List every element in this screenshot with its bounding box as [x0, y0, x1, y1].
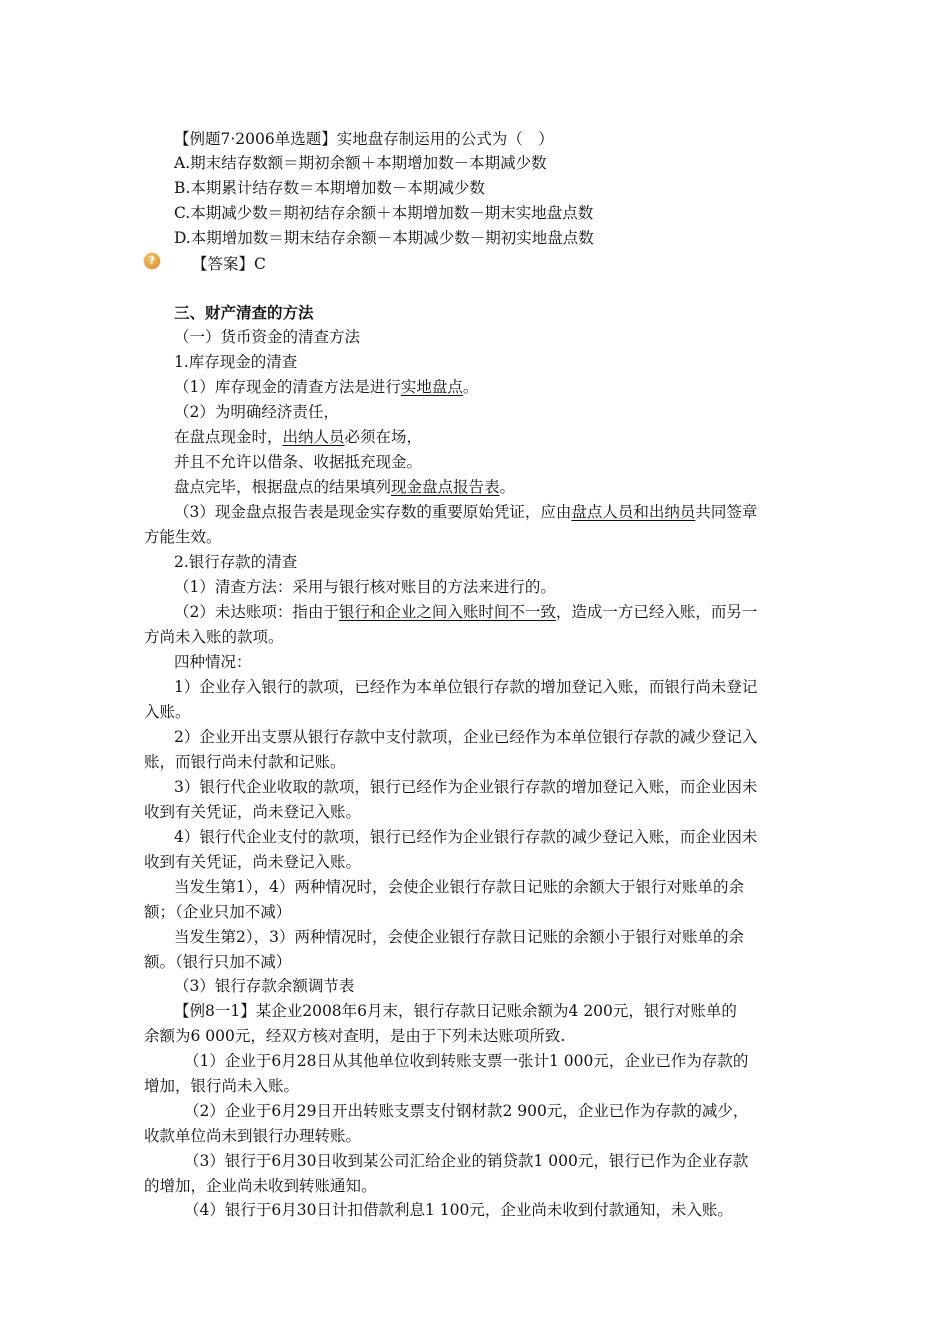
subsection-title: （一）货币资金的清查方法 — [174, 328, 361, 346]
example-item-1-cont: 增加，银行尚未入账。 — [144, 1077, 300, 1095]
case-1: 1）企业存入银行的款项，已经作为本单位银行存款的增加登记入账，而银行尚未登记 — [174, 678, 758, 696]
underlined-term: 现金盘点报告表 — [391, 478, 500, 496]
example-intro: 【例8一1】某企业2008年6月末，银行存款日记账余额为4 200元，银行对账单的 — [174, 1002, 737, 1020]
cash-paragraph-1: （1）库存现金的清查方法是进行实地盘点。 — [174, 378, 479, 396]
case-3: 3）银行代企业收取的款项，银行已经作为企业银行存款的增加登记入账，而企业因未 — [174, 778, 758, 796]
cash-paragraph-6: （3）现金盘点报告表是现金实存数的重要原始凭证，应由盘点人员和出纳员共同签章 — [174, 503, 758, 521]
example-item-2: （2）企业于6月29日开出转账支票支付钢材款2 900元，企业已作为存款的减少， — [184, 1102, 749, 1120]
example-intro-cont: 余额为6 000元，经双方核对查明，是由于下列未达账项所致. — [144, 1027, 566, 1045]
case-3-cont: 收到有关凭证，尚未登记入账。 — [144, 803, 362, 821]
case-4: 4）银行代企业支付的款项，银行已经作为企业银行存款的减少登记入账，而企业因未 — [174, 828, 758, 846]
underlined-term: 盘点人员和出纳员 — [571, 503, 696, 521]
note-2: 当发生第2），3）两种情况时，会使企业银行存款日记账的余额小于银行对账单的余 — [174, 928, 744, 946]
case-1-cont: 入账。 — [144, 703, 191, 721]
bank-title: 2.银行存款的清查 — [174, 553, 298, 571]
option-a: A.期末结存数额＝期初余额＋本期增加数－本期减少数 — [174, 154, 547, 172]
help-icon[interactable]: ? — [144, 253, 160, 269]
underlined-term: 实地盘点 — [400, 378, 463, 396]
example-item-1: （1）企业于6月28日从其他单位收到转账支票一张计1 000元，企业已作为存款的 — [184, 1052, 749, 1070]
bank-paragraph-1: （1）清查方法：采用与银行核对账目的方法来进行的。 — [174, 578, 556, 596]
cash-paragraph-3: 在盘点现金时，出纳人员必须在场， — [174, 428, 423, 446]
underlined-term: 银行和企业之间入账时间不一致 — [338, 603, 556, 621]
note-1: 当发生第1），4）两种情况时，会使企业银行存款日记账的余额大于银行对账单的余 — [174, 878, 744, 896]
bank-paragraph-2-cont: 方尚未入账的款项。 — [144, 628, 284, 646]
example-item-3: （3）银行于6月30日收到某公司汇给企业的销贷款1 000元，银行已作为企业存款 — [184, 1152, 749, 1170]
cash-paragraph-4: 并且不允许以借条、收据抵充现金。 — [174, 453, 423, 471]
case-2: 2）企业开出支票从银行存款中支付款项，企业已经作为本单位银行存款的减少登记入 — [174, 728, 758, 746]
example-item-3-cont: 的增加，企业尚未收到转账通知。 — [144, 1177, 377, 1195]
example-item-4: （4）银行于6月30日计扣借款利息1 100元，企业尚未收到付款通知，未入账。 — [184, 1201, 733, 1219]
option-d: D.本期增加数＝期末结存余额－本期减少数－期初实地盘点数 — [174, 229, 594, 247]
question-title: 【例题7·2006单选题】实地盘存制运用的公式为（ ） — [174, 130, 554, 148]
reconciliation-title: （3）银行存款余额调节表 — [174, 977, 355, 995]
answer: 【答案】C — [192, 255, 266, 273]
case-2-cont: 账，而银行尚未付款和记账。 — [144, 753, 346, 771]
cash-paragraph-2: （2）为明确经济责任， — [174, 403, 339, 421]
case-4-cont: 收到有关凭证，尚未登记入账。 — [144, 853, 362, 871]
option-b: B.本期累计结存数＝本期增加数－本期减少数 — [174, 179, 485, 197]
section-heading: 三、财产清查的方法 — [174, 303, 314, 322]
note-1-cont: 额；（企业只加不减） — [144, 903, 292, 921]
underlined-term: 出纳人员 — [282, 428, 345, 446]
bank-paragraph-2: （2）未达账项：指由于银行和企业之间入账时间不一致，造成一方已经入账，而另一 — [174, 603, 758, 621]
cash-title: 1.库存现金的清查 — [174, 353, 298, 371]
example-item-2-cont: 收款单位尚未到银行办理转账。 — [144, 1127, 362, 1145]
cash-paragraph-5: 盘点完毕，根据盘点的结果填列现金盘点报告表。 — [174, 478, 516, 496]
option-c: C.本期减少数＝期初结存余额＋本期增加数－期末实地盘点数 — [174, 204, 594, 222]
note-2-cont: 额。（银行只加不减） — [144, 953, 292, 971]
four-cases-label: 四种情况： — [174, 653, 252, 671]
cash-paragraph-6-cont: 方能生效。 — [144, 528, 222, 546]
